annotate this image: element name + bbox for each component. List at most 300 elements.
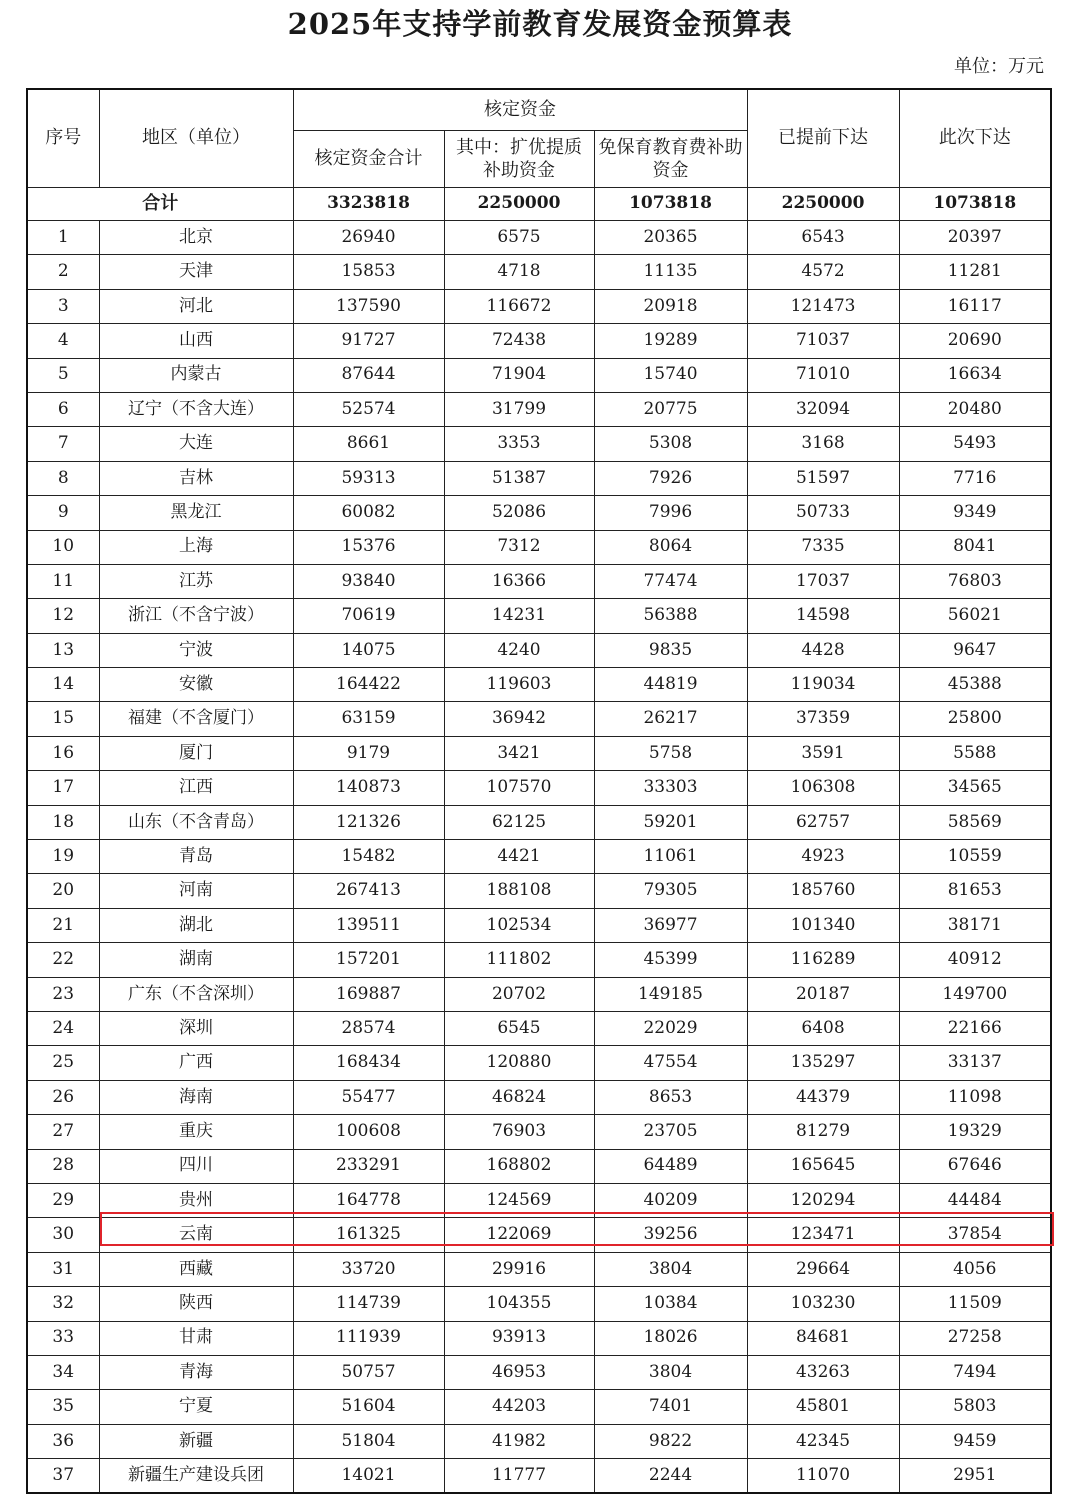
cell-seq: 2 (27, 255, 99, 289)
cell-approved-total: 87644 (293, 358, 444, 392)
cell-seq: 12 (27, 599, 99, 633)
cell-region: 西藏 (99, 1252, 293, 1286)
cell-issued-now: 7494 (899, 1355, 1051, 1389)
cell-issued-earlier: 119034 (747, 668, 899, 702)
total-free-fee: 1073818 (594, 188, 747, 221)
cell-seq: 19 (27, 840, 99, 874)
cell-approved-total: 111939 (293, 1321, 444, 1355)
cell-issued-now: 58569 (899, 805, 1051, 839)
cell-region: 黑龙江 (99, 496, 293, 530)
cell-approved-total: 169887 (293, 977, 444, 1011)
cell-free-fee: 7996 (594, 496, 747, 530)
cell-free-fee: 2244 (594, 1459, 747, 1494)
cell-issued-earlier: 4572 (747, 255, 899, 289)
table-row (27, 599, 1051, 633)
table-row (27, 1252, 1051, 1286)
table-row (27, 977, 1051, 1011)
cell-issued-now: 2951 (899, 1459, 1051, 1494)
cell-region: 吉林 (99, 461, 293, 495)
cell-free-fee: 44819 (594, 668, 747, 702)
cell-of-which-improve: 102534 (444, 908, 594, 942)
cell-free-fee: 8653 (594, 1080, 747, 1114)
table-row (27, 874, 1051, 908)
cell-issued-now: 7716 (899, 461, 1051, 495)
table-row (27, 1080, 1051, 1114)
cell-issued-earlier: 62757 (747, 805, 899, 839)
table-row (27, 1011, 1051, 1045)
cell-issued-earlier: 84681 (747, 1321, 899, 1355)
cell-seq: 28 (27, 1149, 99, 1183)
cell-issued-earlier: 32094 (747, 392, 899, 426)
cell-issued-now: 5588 (899, 736, 1051, 770)
cell-region: 甘肃 (99, 1321, 293, 1355)
cell-seq: 26 (27, 1080, 99, 1114)
cell-issued-earlier: 43263 (747, 1355, 899, 1389)
cell-region: 天津 (99, 255, 293, 289)
cell-region: 青海 (99, 1355, 293, 1389)
table-row (27, 1183, 1051, 1217)
cell-region: 河南 (99, 874, 293, 908)
cell-approved-total: 28574 (293, 1011, 444, 1045)
table-row (27, 840, 1051, 874)
cell-issued-now: 5493 (899, 427, 1051, 461)
table-row (27, 771, 1051, 805)
header-approved-group: 核定资金 (293, 89, 747, 131)
cell-seq: 31 (27, 1252, 99, 1286)
cell-free-fee: 7401 (594, 1390, 747, 1424)
cell-issued-earlier: 123471 (747, 1218, 899, 1252)
cell-issued-earlier: 71010 (747, 358, 899, 392)
cell-issued-now: 16634 (899, 358, 1051, 392)
cell-approved-total: 60082 (293, 496, 444, 530)
cell-free-fee: 20775 (594, 392, 747, 426)
cell-seq: 13 (27, 633, 99, 667)
table-row (27, 392, 1051, 426)
budget-table (26, 88, 1052, 1494)
table-row (27, 702, 1051, 736)
cell-region: 浙江（不含宁波） (99, 599, 293, 633)
cell-region: 江西 (99, 771, 293, 805)
cell-issued-now: 56021 (899, 599, 1051, 633)
cell-free-fee: 47554 (594, 1046, 747, 1080)
cell-free-fee: 9835 (594, 633, 747, 667)
cell-free-fee: 20918 (594, 289, 747, 323)
cell-of-which-improve: 41982 (444, 1424, 594, 1458)
cell-free-fee: 3804 (594, 1355, 747, 1389)
header-approved-total: 核定资金合计 (293, 131, 444, 188)
cell-seq: 36 (27, 1424, 99, 1458)
cell-approved-total: 161325 (293, 1218, 444, 1252)
cell-issued-earlier: 4428 (747, 633, 899, 667)
cell-region: 陕西 (99, 1287, 293, 1321)
cell-approved-total: 9179 (293, 736, 444, 770)
cell-seq: 4 (27, 324, 99, 358)
cell-issued-now: 81653 (899, 874, 1051, 908)
cell-issued-earlier: 135297 (747, 1046, 899, 1080)
cell-of-which-improve: 44203 (444, 1390, 594, 1424)
table-row (27, 564, 1051, 598)
cell-of-which-improve: 51387 (444, 461, 594, 495)
table-row (27, 1149, 1051, 1183)
table-row (27, 908, 1051, 942)
cell-of-which-improve: 72438 (444, 324, 594, 358)
cell-issued-earlier: 37359 (747, 702, 899, 736)
cell-seq: 25 (27, 1046, 99, 1080)
cell-issued-now: 40912 (899, 943, 1051, 977)
table-row (27, 633, 1051, 667)
header-seq: 序号 (27, 89, 99, 188)
cell-of-which-improve: 168802 (444, 1149, 594, 1183)
cell-of-which-improve: 119603 (444, 668, 594, 702)
cell-issued-now: 20480 (899, 392, 1051, 426)
cell-of-which-improve: 76903 (444, 1115, 594, 1149)
cell-issued-earlier: 45801 (747, 1390, 899, 1424)
cell-approved-total: 51604 (293, 1390, 444, 1424)
cell-region: 上海 (99, 530, 293, 564)
table-row (27, 1355, 1051, 1389)
cell-of-which-improve: 11777 (444, 1459, 594, 1494)
cell-of-which-improve: 20702 (444, 977, 594, 1011)
cell-approved-total: 70619 (293, 599, 444, 633)
cell-region: 湖北 (99, 908, 293, 942)
cell-seq: 23 (27, 977, 99, 1011)
cell-approved-total: 14075 (293, 633, 444, 667)
table-row (27, 1287, 1051, 1321)
cell-region: 河北 (99, 289, 293, 323)
cell-of-which-improve: 4421 (444, 840, 594, 874)
cell-free-fee: 18026 (594, 1321, 747, 1355)
cell-free-fee: 59201 (594, 805, 747, 839)
cell-approved-total: 8661 (293, 427, 444, 461)
total-approved-total: 3323818 (293, 188, 444, 221)
cell-of-which-improve: 6575 (444, 221, 594, 255)
cell-free-fee: 5308 (594, 427, 747, 461)
cell-free-fee: 36977 (594, 908, 747, 942)
cell-seq: 9 (27, 496, 99, 530)
cell-issued-now: 19329 (899, 1115, 1051, 1149)
cell-issued-now: 9647 (899, 633, 1051, 667)
unit-label: 单位：万元 (954, 56, 1044, 77)
cell-of-which-improve: 16366 (444, 564, 594, 598)
cell-of-which-improve: 36942 (444, 702, 594, 736)
table-row (27, 427, 1051, 461)
cell-issued-now: 44484 (899, 1183, 1051, 1217)
cell-of-which-improve: 124569 (444, 1183, 594, 1217)
cell-free-fee: 22029 (594, 1011, 747, 1045)
cell-seq: 7 (27, 427, 99, 461)
cell-issued-now: 37854 (899, 1218, 1051, 1252)
total-of-which-improve: 2250000 (444, 188, 594, 221)
cell-seq: 11 (27, 564, 99, 598)
cell-issued-now: 45388 (899, 668, 1051, 702)
total-row (27, 188, 1051, 221)
cell-seq: 15 (27, 702, 99, 736)
cell-seq: 3 (27, 289, 99, 323)
cell-issued-earlier: 71037 (747, 324, 899, 358)
table-row (27, 1459, 1051, 1494)
cell-free-fee: 19289 (594, 324, 747, 358)
table-row (27, 668, 1051, 702)
cell-seq: 20 (27, 874, 99, 908)
cell-issued-now: 20690 (899, 324, 1051, 358)
cell-approved-total: 51804 (293, 1424, 444, 1458)
cell-free-fee: 77474 (594, 564, 747, 598)
cell-issued-now: 149700 (899, 977, 1051, 1011)
cell-region: 江苏 (99, 564, 293, 598)
cell-of-which-improve: 93913 (444, 1321, 594, 1355)
cell-seq: 21 (27, 908, 99, 942)
cell-issued-earlier: 185760 (747, 874, 899, 908)
table-row (27, 1321, 1051, 1355)
cell-issued-now: 34565 (899, 771, 1051, 805)
cell-approved-total: 14021 (293, 1459, 444, 1494)
cell-issued-now: 10559 (899, 840, 1051, 874)
cell-issued-now: 33137 (899, 1046, 1051, 1080)
table-row (27, 805, 1051, 839)
table-row (27, 496, 1051, 530)
cell-free-fee: 64489 (594, 1149, 747, 1183)
cell-seq: 24 (27, 1011, 99, 1045)
cell-approved-total: 26940 (293, 221, 444, 255)
cell-region: 贵州 (99, 1183, 293, 1217)
table-row (27, 736, 1051, 770)
cell-issued-now: 20397 (899, 221, 1051, 255)
cell-issued-now: 4056 (899, 1252, 1051, 1286)
cell-region: 福建（不含厦门） (99, 702, 293, 736)
cell-approved-total: 140873 (293, 771, 444, 805)
cell-free-fee: 45399 (594, 943, 747, 977)
cell-seq: 14 (27, 668, 99, 702)
cell-free-fee: 20365 (594, 221, 747, 255)
cell-seq: 6 (27, 392, 99, 426)
cell-approved-total: 114739 (293, 1287, 444, 1321)
cell-issued-earlier: 116289 (747, 943, 899, 977)
cell-region: 青岛 (99, 840, 293, 874)
cell-issued-now: 25800 (899, 702, 1051, 736)
cell-free-fee: 7926 (594, 461, 747, 495)
cell-issued-earlier: 103230 (747, 1287, 899, 1321)
cell-free-fee: 39256 (594, 1218, 747, 1252)
cell-issued-earlier: 4923 (747, 840, 899, 874)
cell-issued-earlier: 50733 (747, 496, 899, 530)
cell-region: 广东（不含深圳） (99, 977, 293, 1011)
cell-region: 北京 (99, 221, 293, 255)
cell-of-which-improve: 46953 (444, 1355, 594, 1389)
cell-issued-now: 11509 (899, 1287, 1051, 1321)
cell-of-which-improve: 3353 (444, 427, 594, 461)
cell-issued-earlier: 3168 (747, 427, 899, 461)
cell-free-fee: 79305 (594, 874, 747, 908)
cell-free-fee: 8064 (594, 530, 747, 564)
cell-free-fee: 11061 (594, 840, 747, 874)
cell-region: 海南 (99, 1080, 293, 1114)
cell-of-which-improve: 122069 (444, 1218, 594, 1252)
cell-issued-earlier: 121473 (747, 289, 899, 323)
cell-approved-total: 15482 (293, 840, 444, 874)
cell-issued-now: 22166 (899, 1011, 1051, 1045)
cell-seq: 27 (27, 1115, 99, 1149)
cell-of-which-improve: 29916 (444, 1252, 594, 1286)
cell-issued-now: 27258 (899, 1321, 1051, 1355)
cell-approved-total: 139511 (293, 908, 444, 942)
cell-issued-earlier: 120294 (747, 1183, 899, 1217)
cell-issued-now: 16117 (899, 289, 1051, 323)
cell-approved-total: 52574 (293, 392, 444, 426)
cell-free-fee: 33303 (594, 771, 747, 805)
cell-seq: 34 (27, 1355, 99, 1389)
cell-region: 四川 (99, 1149, 293, 1183)
cell-seq: 30 (27, 1218, 99, 1252)
cell-issued-now: 11281 (899, 255, 1051, 289)
cell-issued-now: 8041 (899, 530, 1051, 564)
cell-of-which-improve: 46824 (444, 1080, 594, 1114)
cell-of-which-improve: 116672 (444, 289, 594, 323)
cell-of-which-improve: 14231 (444, 599, 594, 633)
cell-approved-total: 137590 (293, 289, 444, 323)
cell-issued-earlier: 6408 (747, 1011, 899, 1045)
cell-region: 厦门 (99, 736, 293, 770)
cell-free-fee: 26217 (594, 702, 747, 736)
cell-seq: 37 (27, 1459, 99, 1494)
cell-region: 山西 (99, 324, 293, 358)
cell-issued-now: 9349 (899, 496, 1051, 530)
cell-free-fee: 9822 (594, 1424, 747, 1458)
cell-of-which-improve: 4240 (444, 633, 594, 667)
cell-seq: 1 (27, 221, 99, 255)
cell-region: 内蒙古 (99, 358, 293, 392)
cell-approved-total: 164422 (293, 668, 444, 702)
cell-issued-earlier: 51597 (747, 461, 899, 495)
cell-free-fee: 3804 (594, 1252, 747, 1286)
cell-of-which-improve: 4718 (444, 255, 594, 289)
table-row (27, 943, 1051, 977)
cell-of-which-improve: 52086 (444, 496, 594, 530)
cell-seq: 18 (27, 805, 99, 839)
cell-free-fee: 40209 (594, 1183, 747, 1217)
cell-free-fee: 149185 (594, 977, 747, 1011)
cell-issued-earlier: 3591 (747, 736, 899, 770)
header-of-which-improve: 其中：扩优提质补助资金 (444, 131, 594, 188)
cell-of-which-improve: 31799 (444, 392, 594, 426)
cell-approved-total: 233291 (293, 1149, 444, 1183)
table-row (27, 1046, 1051, 1080)
header-issued-now: 此次下达 (899, 89, 1051, 188)
cell-approved-total: 59313 (293, 461, 444, 495)
cell-free-fee: 15740 (594, 358, 747, 392)
cell-issued-now: 67646 (899, 1149, 1051, 1183)
cell-region: 宁波 (99, 633, 293, 667)
cell-of-which-improve: 62125 (444, 805, 594, 839)
total-issued-earlier: 2250000 (747, 188, 899, 221)
cell-region: 宁夏 (99, 1390, 293, 1424)
cell-issued-earlier: 101340 (747, 908, 899, 942)
cell-issued-earlier: 42345 (747, 1424, 899, 1458)
cell-free-fee: 5758 (594, 736, 747, 770)
page-title: 2025年支持学前教育发展资金预算表 (287, 7, 793, 41)
table-row (27, 289, 1051, 323)
cell-approved-total: 55477 (293, 1080, 444, 1114)
cell-region: 湖南 (99, 943, 293, 977)
cell-region: 重庆 (99, 1115, 293, 1149)
cell-of-which-improve: 3421 (444, 736, 594, 770)
cell-approved-total: 50757 (293, 1355, 444, 1389)
cell-issued-earlier: 106308 (747, 771, 899, 805)
header-issued-earlier: 已提前下达 (747, 89, 899, 188)
cell-seq: 5 (27, 358, 99, 392)
cell-region: 山东（不含青岛） (99, 805, 293, 839)
cell-issued-earlier: 81279 (747, 1115, 899, 1149)
cell-issued-earlier: 14598 (747, 599, 899, 633)
table-row (27, 530, 1051, 564)
cell-of-which-improve: 188108 (444, 874, 594, 908)
cell-approved-total: 91727 (293, 324, 444, 358)
cell-approved-total: 267413 (293, 874, 444, 908)
cell-issued-earlier: 20187 (747, 977, 899, 1011)
cell-region: 辽宁（不含大连） (99, 392, 293, 426)
header-free-fee: 免保育教育费补助资金 (594, 131, 747, 188)
cell-of-which-improve: 104355 (444, 1287, 594, 1321)
total-label: 合计 (27, 188, 293, 221)
cell-free-fee: 23705 (594, 1115, 747, 1149)
cell-approved-total: 100608 (293, 1115, 444, 1149)
cell-region: 大连 (99, 427, 293, 461)
table-row (27, 221, 1051, 255)
cell-seq: 35 (27, 1390, 99, 1424)
cell-issued-earlier: 11070 (747, 1459, 899, 1494)
cell-of-which-improve: 6545 (444, 1011, 594, 1045)
table-row (27, 358, 1051, 392)
cell-region: 新疆 (99, 1424, 293, 1458)
cell-free-fee: 11135 (594, 255, 747, 289)
cell-of-which-improve: 120880 (444, 1046, 594, 1080)
table-row (27, 255, 1051, 289)
cell-issued-now: 38171 (899, 908, 1051, 942)
cell-seq: 22 (27, 943, 99, 977)
table-row (27, 1390, 1051, 1424)
cell-approved-total: 168434 (293, 1046, 444, 1080)
cell-of-which-improve: 71904 (444, 358, 594, 392)
cell-issued-now: 5803 (899, 1390, 1051, 1424)
cell-approved-total: 164778 (293, 1183, 444, 1217)
cell-seq: 16 (27, 736, 99, 770)
cell-issued-earlier: 6543 (747, 221, 899, 255)
cell-issued-earlier: 165645 (747, 1149, 899, 1183)
cell-seq: 29 (27, 1183, 99, 1217)
table-row (27, 461, 1051, 495)
cell-approved-total: 121326 (293, 805, 444, 839)
cell-approved-total: 157201 (293, 943, 444, 977)
cell-of-which-improve: 111802 (444, 943, 594, 977)
table-row (27, 1218, 1051, 1252)
cell-issued-earlier: 7335 (747, 530, 899, 564)
cell-of-which-improve: 7312 (444, 530, 594, 564)
table-row (27, 1115, 1051, 1149)
cell-approved-total: 15376 (293, 530, 444, 564)
cell-approved-total: 93840 (293, 564, 444, 598)
cell-free-fee: 56388 (594, 599, 747, 633)
cell-seq: 17 (27, 771, 99, 805)
cell-seq: 8 (27, 461, 99, 495)
cell-issued-earlier: 17037 (747, 564, 899, 598)
cell-free-fee: 10384 (594, 1287, 747, 1321)
table-row (27, 1424, 1051, 1458)
cell-approved-total: 15853 (293, 255, 444, 289)
cell-region: 新疆生产建设兵团 (99, 1459, 293, 1494)
cell-seq: 33 (27, 1321, 99, 1355)
cell-issued-earlier: 44379 (747, 1080, 899, 1114)
cell-seq: 32 (27, 1287, 99, 1321)
table-row (27, 324, 1051, 358)
